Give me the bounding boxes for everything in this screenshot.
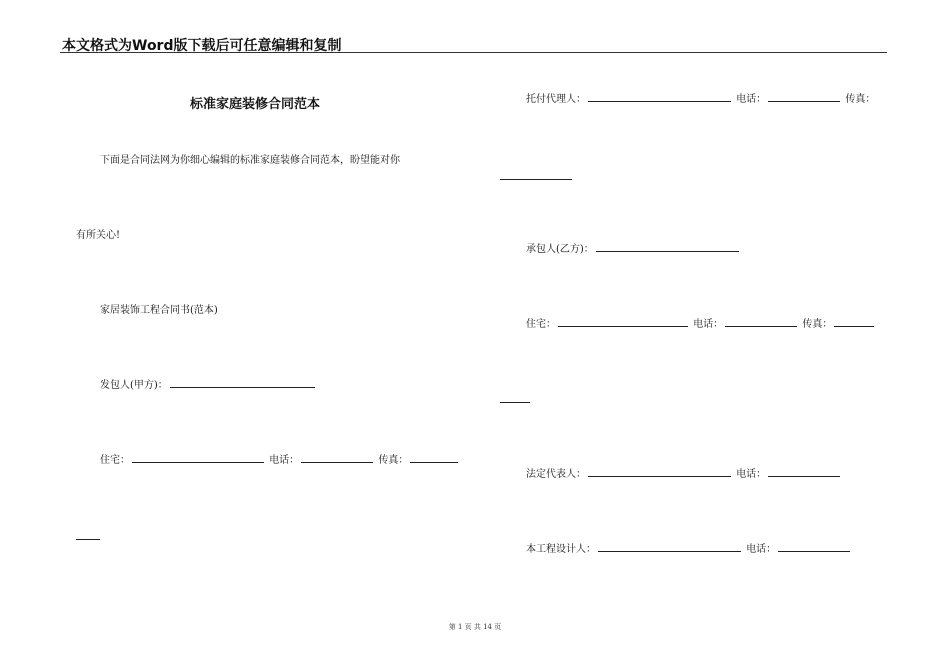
designer-phone-label: 电话： — [746, 544, 777, 555]
designer-field[interactable] — [598, 542, 741, 552]
residence-label: 住宅： — [100, 455, 130, 466]
agent-fax-field[interactable] — [500, 179, 572, 180]
party-b-phone-field[interactable] — [725, 317, 797, 327]
phone-field[interactable] — [301, 453, 373, 463]
fax-field-continuation[interactable] — [76, 539, 100, 540]
party-a-row — [100, 378, 317, 393]
party-b-residence-label: 住宅： — [526, 319, 556, 330]
agent-fax-label: 传真： — [845, 94, 876, 105]
intro-line-1: 下面是合同法网为你细心编辑的标准家庭装修合同范本，盼望能对你 — [100, 155, 400, 166]
party-b-row — [526, 242, 741, 257]
agent-field[interactable] — [588, 92, 731, 102]
agent-row — [526, 92, 875, 107]
party-b-residence-row — [526, 317, 876, 332]
header-divider — [60, 52, 887, 53]
designer-row — [526, 542, 852, 557]
designer-label: 本工程设计人： — [526, 544, 596, 555]
document-title: 标准家庭装修合同范本 — [190, 97, 321, 112]
party-b-fax-label: 传真： — [802, 319, 833, 330]
legal-rep-field[interactable] — [588, 467, 731, 477]
phone-label: 电话： — [269, 455, 300, 466]
designer-phone-field[interactable] — [778, 542, 850, 552]
legal-rep-label: 法定代表人： — [526, 469, 586, 480]
intro-line-2: 有所关心! — [76, 230, 121, 241]
party-b-field[interactable] — [596, 242, 739, 252]
residence-field[interactable] — [132, 453, 264, 463]
party-a-residence-row — [100, 453, 460, 468]
agent-label: 托付代理人： — [526, 94, 586, 105]
party-b-fax-field[interactable] — [834, 317, 874, 327]
agent-phone-field[interactable] — [768, 92, 840, 102]
party-b-fax-continuation[interactable] — [500, 402, 530, 403]
party-b-label: 承包人(乙方)： — [526, 244, 594, 255]
document-header: 本文格式为Word版下载后可任意编辑和复制 — [62, 38, 342, 54]
legal-rep-phone-label: 电话： — [736, 469, 767, 480]
legal-rep-phone-field[interactable] — [768, 467, 840, 477]
party-a-label: 发包人(甲方)： — [100, 380, 168, 391]
legal-rep-row — [526, 467, 842, 482]
page-number: 第 1 页 共 14 页 — [448, 623, 502, 631]
party-b-residence-field[interactable] — [558, 317, 688, 327]
agent-phone-label: 电话： — [736, 94, 767, 105]
party-a-field[interactable] — [170, 378, 315, 388]
fax-field[interactable] — [410, 453, 458, 463]
contract-name: 家居装饰工程合同书(范本) — [100, 305, 218, 316]
fax-label: 传真： — [378, 455, 409, 466]
party-b-phone-label: 电话： — [693, 319, 724, 330]
